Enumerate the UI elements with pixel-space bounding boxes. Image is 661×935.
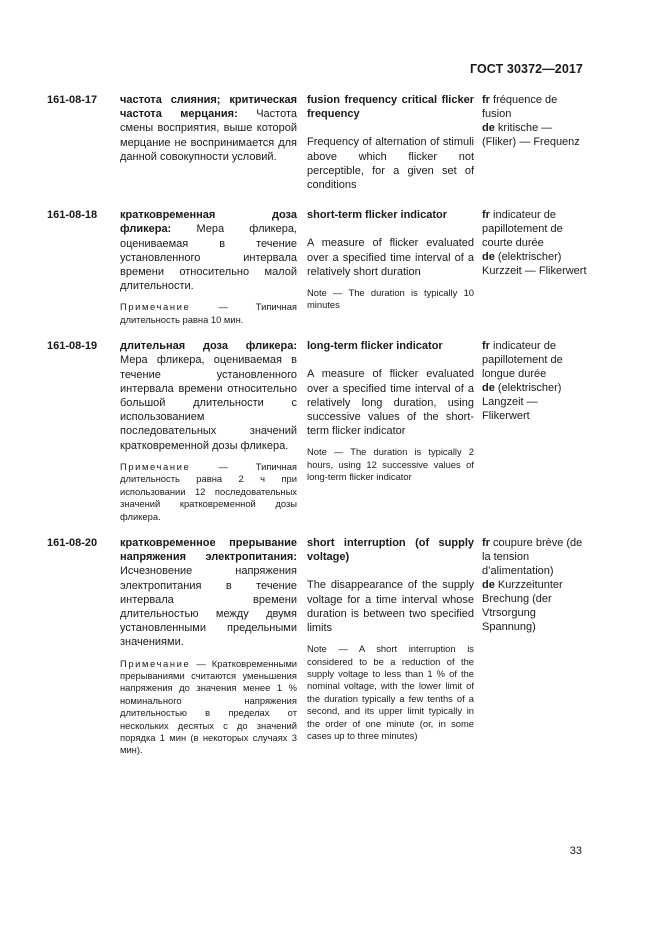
english-definition	[307, 536, 474, 635]
russian-definition-text: Мера фликера, оцениваемая в течение установленного интервала времени относительно большой длительности с использованием последовательных значений кратковременной дозы фликера.	[120, 354, 297, 452]
english-definition	[307, 339, 474, 438]
russian-definition-text: Частота смены восприятия, выше которой мерцание не воспринимается для данной совокупности условий.	[120, 108, 297, 163]
russian-column	[120, 93, 297, 192]
english-definition	[307, 93, 474, 192]
german-code: de	[482, 122, 495, 134]
russian-definition-text: Мера фликера, оцениваемая в течение установленного интервала времени относительно малой длительности.	[120, 223, 297, 293]
russian-term: кратковременная доза фликера:	[120, 209, 297, 236]
french-code: fr	[482, 94, 490, 106]
russian-definition	[120, 339, 297, 453]
note-label: Примечание	[120, 460, 191, 472]
other-languages-column	[482, 208, 587, 326]
russian-note-text: — Кратковременными прерываниями считаются уменьшения напряжения до значения менее 1 % номинального напряжения длительностью в пределах от нескольких десятых с до значений порядка 1 мин (в некоторых случаях 3 мин).	[120, 657, 297, 756]
english-definition-text: A measure of flicker evaluated over a specified time interval of a relatively long duration, using successive values of the short-term flicker indicator	[307, 368, 474, 438]
french-code: fr	[482, 209, 490, 222]
russian-note	[120, 461, 297, 523]
english-column	[307, 339, 474, 523]
russian-column	[120, 208, 297, 326]
note-label: Примечание	[120, 657, 191, 669]
german-code: de	[482, 251, 495, 264]
term-entries	[47, 93, 587, 770]
russian-note-text: — Типичная длительность равна 10 мин.	[120, 301, 297, 325]
russian-term: кратковременное прерывание напряжения электропитания:	[120, 536, 297, 564]
french-code: fr	[482, 536, 490, 549]
english-column	[307, 93, 474, 192]
english-definition-text: A measure of flicker evaluated over a specified time interval of a relatively short duration	[307, 237, 474, 278]
term-entry	[47, 208, 587, 326]
german-term: de Kurzzeitunter Brechung (der Vtrsorgung Spannung)	[482, 578, 563, 633]
french-term: fr indicateur de papillotement de longue durée	[482, 340, 563, 381]
other-languages-column	[482, 536, 587, 757]
english-definition-text: Frequency of alternation of stimuli above which flicker not perceptible, for a given set of conditions	[307, 136, 474, 192]
entry-number: 161-08-20	[47, 536, 98, 549]
page-number: 33	[569, 845, 582, 857]
entry-number: 161-08-17	[47, 94, 98, 106]
russian-column	[120, 339, 297, 523]
english-note: Note — A short interruption is considered to be a reduction of the supply voltage to less than 1 % of the nominal voltage, with the lower limit of the duration typically a few tenths of a second, and its upper limit typically in the order of one minute (or, in some cases up to three minutes)	[307, 643, 474, 741]
german-code: de	[482, 382, 495, 395]
russian-column	[120, 536, 297, 757]
russian-note	[120, 658, 297, 757]
russian-term: частота слияния; критическая частота мерцания:	[120, 94, 297, 121]
entry-number: 161-08-19	[47, 340, 98, 353]
english-note: Note — The duration is typically 10 minutes	[307, 287, 474, 311]
other-languages-column	[482, 339, 587, 523]
russian-definition	[120, 536, 297, 650]
french-term: fr fréquence de fusion	[482, 94, 558, 120]
document-header	[470, 62, 583, 76]
french-code: fr	[482, 340, 490, 353]
english-note: Note — The duration is typically 2 hours, using 12 successive values of long-term flicker indicator	[307, 446, 474, 483]
english-definition-text: The disappearance of the supply voltage for a time interval whose duration is between two specified limits	[307, 579, 474, 634]
russian-term: длительная доза фликера:	[120, 340, 297, 353]
term-entry	[47, 339, 587, 523]
english-column	[307, 536, 474, 757]
english-term: fusion frequency critical flicker frequency	[307, 94, 474, 121]
english-column	[307, 208, 474, 326]
russian-definition-text: Исчезновение напряжения электропитания в течение интервала времени длительностью между двумя установленными предельными значениями.	[120, 565, 297, 649]
english-definition	[307, 208, 474, 279]
russian-note-text: — Типичная длительность равна 2 ч при использовании 12 последовательных значений кратковременной дозы фликера.	[120, 460, 297, 522]
german-code: de	[482, 578, 495, 591]
term-entry	[47, 536, 587, 757]
term-entry	[47, 93, 587, 192]
other-languages-column	[482, 93, 587, 192]
german-term: de (elektrischer) Langzeit — Flikerwert	[482, 382, 562, 423]
english-term: long-term flicker indicator	[307, 340, 443, 353]
russian-definition	[120, 93, 297, 164]
german-term: de (elektrischer) Kurzzeit — Flikerwert	[482, 251, 587, 278]
russian-definition	[120, 208, 297, 293]
english-term: short-term flicker indicator	[307, 209, 447, 222]
standard-designation: ГОСТ 30372—2017	[469, 62, 583, 76]
note-label: Примечание	[120, 301, 191, 313]
german-term: de kritische — (Fliker) — Frequenz	[482, 122, 580, 148]
french-term: fr coupure brève (de la tension d’alimentation)	[482, 536, 583, 577]
english-term: short interruption (of supply voltage)	[307, 536, 474, 564]
entry-number: 161-08-18	[47, 209, 98, 222]
french-term: fr indicateur de papillotement de courte durée	[482, 209, 563, 250]
russian-note	[120, 301, 297, 326]
